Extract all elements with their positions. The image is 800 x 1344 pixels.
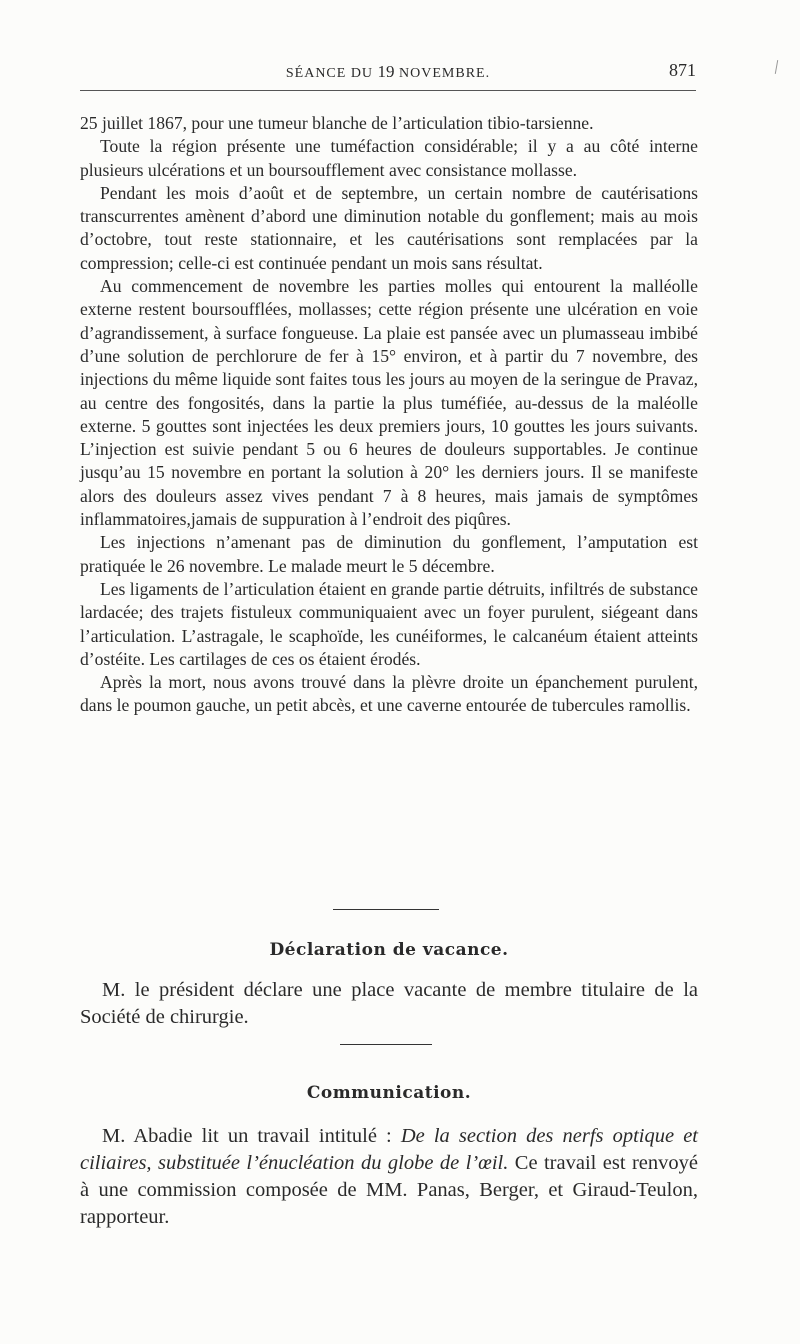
section-divider <box>333 909 439 910</box>
communication-paragraph <box>80 1123 698 1231</box>
case-paragraph: Pendant les mois d’août et de septembre, un certain nombre de cautérisations transcurrentes amènent d’abord une diminution notable du gonflement; mais au mois d’octobre, tout reste stationnaire, et les cautérisations sont remplacées par la compression; celle-ci est continuée pendant un mois sans résultat. <box>80 182 698 273</box>
case-paragraph: Les injections n’amenant pas de diminution du gonflement, l’amputation est pratiquée le 26 novembre. Le malade meurt le 5 décembre. <box>80 532 698 576</box>
case-report <box>80 112 698 718</box>
case-paragraph: Toute la région présente une tuméfaction considérable; il y a au côté interne plusieurs ulcérations et un boursoufflement avec consistance mollasse. <box>80 136 698 180</box>
running-head-day: 19 <box>377 62 395 81</box>
communication-text-end: Ce travail est renvoyé à une commission composée de MM. Panas, Berger, et Giraud-Teulon, rapporteur. <box>80 1152 698 1228</box>
case-paragraph: 25 juillet 1867, pour une tumeur blanche de l’articulation tibio-tarsienne. <box>80 113 594 133</box>
communication-text: M. Abadie lit un travail intitulé : <box>102 1125 401 1147</box>
case-paragraph: Les ligaments de l’articulation étaient en grande partie détruits, infiltrés de substance lardacée; des trajets fistuleux communiquaient avec un foyer purulent, siégeant dans l’articulation. L’astragale, le scaphoïde, les cunéiformes, le calcanéum étaient atteints d’ostéite. Les cartilages de ces os étaient érodés. <box>80 578 698 669</box>
running-head <box>80 62 696 82</box>
communication-heading: Communication. <box>306 1083 472 1103</box>
section-divider <box>340 1044 432 1045</box>
communication-section <box>80 1123 698 1231</box>
case-paragraph: Après la mort, nous avons trouvé dans la plèvre droite un épanchement purulent, dans le poumon gauche, un petit abcès, et une caverne entourée de tubercules ramollis. <box>80 672 698 716</box>
running-head-text: SÉANCE DU <box>285 66 378 81</box>
running-head-month: NOVEMBRE. <box>394 66 491 81</box>
page-header <box>80 60 696 91</box>
vacancy-section <box>80 977 698 1031</box>
vacancy-paragraph: M. le président déclare une place vacante de membre titulaire de la Société de chirurgie. <box>80 979 698 1028</box>
work-title: De la section des nerfs optique et ciliaires, substituée l’énucléation du globe de l’œil. <box>80 1125 698 1174</box>
case-paragraph: Au commencement de novembre les parties molles qui entourent la malléolle externe restent boursoufflées, mollasses; cette région présente une ulcération en voie d’agrandissement, à surface fongueuse. La plaie est pansée avec un plumasseau imbibé d’une solution de perchlorure de fer à 15° environ, et à partir du 7 novembre, des injections du même liquide sont faites tous les jours au moyen de la seringue de Pravaz, au centre des fongosités, dans la partie la plus tuméfiée, au-dessus de la maléolle externe. 5 gouttes sont injectées les deux premiers jours, 10 gouttes les jours suivants. L’injection est suivie pendant 5 ou 6 heures de douleurs supportables. Je continue jusqu’au 15 novembre en portant la solution à 20° les derniers jours. Il se manifeste alors des douleurs assez vives pendant 7 à 8 heures, mais jamais de symptômes inflammatoires,jamais de suppuration à l’endroit des piqûres. <box>80 276 698 530</box>
page-number: 871 <box>669 60 696 80</box>
stray-mark <box>775 60 778 74</box>
vacancy-heading: Déclaration de vacance. <box>269 940 509 960</box>
